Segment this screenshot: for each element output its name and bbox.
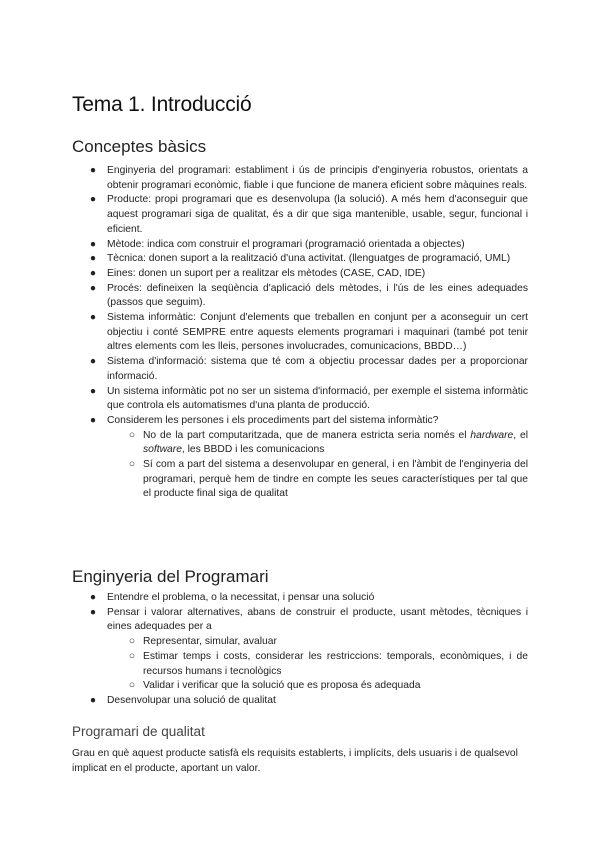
list-item: ● Sistema informàtic: Conjunt d'elements que treballen en conjunt per a aconseguir un cert objectiu i conté SEMPRE entre aquests elements programari i maquinari (també pot tenir altres elements com les lleis, persones involucrades, comunicacions, BBDD…) [89,312,528,353]
bullet-icon: ● [89,165,97,176]
bullet-icon: ● [89,592,97,603]
sub-list-item: ○ Representar, simular, avaluar [107,635,528,650]
bullet-icon: ● [89,238,97,250]
bullet-icon: ● [89,414,97,426]
page-title: Tema 1. Introducció [72,93,252,116]
circle-bullet-icon: ○ [128,680,136,692]
list-item: ● Producte: propi programari que es desenvolupa (la solució). A més hem d'aconseguir que aquest programari siga de qualitat, és a dir que siga mantenible, usable, segur, funcional i eficient. [89,194,528,235]
paragraph-qualitat: Grau en què aquest producte satisfà els requisits establerts, i implícits, dels usuaris i de qualsevol implicat en el producte, aportant un valor. [72,748,518,774]
sub-list-item: ○ Sí com a part del sistema a desenvolupar en general, i en l'àmbit de l'enginyeria del programari, perquè hem de tindre en compte les seues característiques per tal que el producte final siga de qualitat [128,459,528,500]
heading-programari-qualitat: Programari de qualitat [72,724,205,739]
list-item: ● Mètode: indica com construir el programari (programació orientada a objectes) [88,238,528,253]
circle-bullet-icon: ○ [128,636,136,648]
sublist-persones [107,429,528,503]
list-item: ● Entendre el problema, o la necessitat, i pensar una solució [88,591,528,606]
list-item: ● Pensar i valorar alternatives, abans de construir el producte, usant mètodes, tècniques i eines adequades per a ○ Representar, simular, avaluar ○ Estimar temps i costs, considerar les restriccions: temporals, econòmiques, i de recursos humans i tecnològics ○ Validar i verificar que la solució que es proposa és adequada [88,606,528,694]
list-item: ● Tècnica: donen suport a la realització d'una activitat. (llenguatges de programació, UML) [88,252,528,267]
bullet-icon: ● [89,253,97,265]
bullet-icon: ● [89,267,97,279]
bullet-icon: ● [89,282,97,294]
list-item: ● Procés: defineixen la seqüència d'aplicació dels mètodes, i l'ús de les eines adequades (passos que seguim). [89,282,528,309]
bullet-icon: ● [89,385,97,397]
bullet-icon: ● [89,694,97,706]
sub-list-item: ○ No de la part computaritzada, que de manera estricta seria només el hardware, el software, les BBDD i les comunicacions [128,429,528,456]
list-item: ● Un sistema informàtic pot no ser un sistema d'informació, per exemple el sistema informàtic que controla els automatismes d'una planta de producció. [89,385,528,412]
sub-list-item: ○ Estimar temps i costs, considerar les restriccions: temporals, econòmiques, i de recursos humans i tecnològics [128,650,528,677]
sub-list-item: ○ Validar i verificar que la solució que es proposa és adequada [107,679,528,694]
bullet-icon: ● [89,194,97,206]
list-item: ● Eines: donen un suport per a realitzar els mètodes (CASE, CAD, IDE) [88,267,528,282]
heading-conceptes-basics: Conceptes bàsics [72,137,207,156]
list-enginyeria-programari [88,591,528,709]
list-item: ● Desenvolupar una solució de qualitat [88,694,528,709]
bullet-icon: ● [89,312,97,324]
list-conceptes-basics [88,164,528,502]
list-item: ● Sistema d'informació: sistema que té com a objectiu processar dades per a proporcionar informació. [89,356,528,382]
bullet-icon: ● [89,606,97,618]
circle-bullet-icon: ○ [128,650,136,662]
heading-enginyeria-programari: Enginyeria del Programari [72,567,269,586]
list-item: ● Considerem les persones i els procediments part del sistema informàtic? ○ No de la part computaritzada, que de manera estricta seria només el hardware, el software, les BBDD i les comunicacions ○ Sí com a part del sistema a desenvolupar en general, i en l'àmbit de l'enginyeria del programari, perquè hem de tindre en compte les seues característiques per tal que el producte final siga de qualitat [88,414,528,502]
sublist-alternatives [107,635,528,694]
circle-bullet-icon: ○ [128,429,136,441]
circle-bullet-icon: ○ [128,459,136,471]
bullet-icon: ● [89,356,97,368]
list-item: ● Enginyeria del programari: establiment i ús de principis d'enginyeria robustos, orientats a obtenir programari econòmic, fiable i que funcione de manera eficient sobre màquines reals. [89,165,528,191]
